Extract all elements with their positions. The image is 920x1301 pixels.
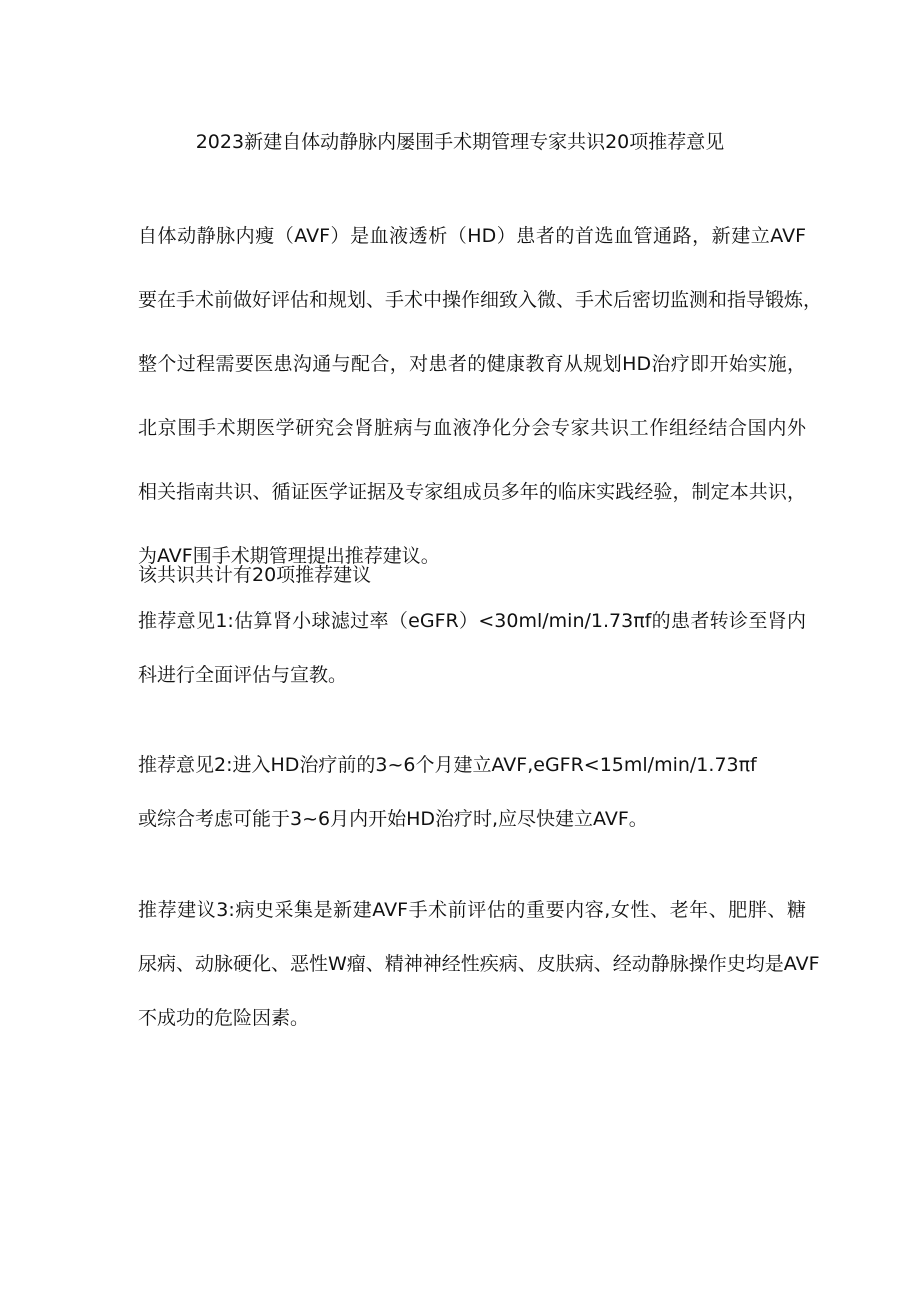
recommendation-line: 尿病、动脉硬化、恶性W瘤、精神神经性疾病、皮肤病、经动静脉操作史均是AVF — [138, 953, 820, 975]
intro-line: 要在手术前做好评估和规划、手术中操作细致入微、手术后密切监测和指导锻炼， — [138, 289, 823, 311]
intro-line: 自体动静脉内瘦（AVF）是血液透析（HD）患者的首选血管通路，新建立AVF — [138, 225, 806, 247]
intro-line: 相关指南共识、循证医学证据及专家组成员多年的临床实践经验，制定本共识， — [138, 481, 806, 503]
recommendation-line: 推荐意见1:估算肾小球滤过率（eGFR）<30ml∕min∕1.73πf的患者转诊至肾内 — [138, 610, 806, 632]
recommendation-line: 或综合考虑可能于3~6月内开始HD治疗时,应尽快建立AVF。 — [138, 808, 648, 830]
recommendation-2 — [138, 751, 806, 833]
recommendation-line: 不成功的危险因素。 — [138, 1007, 310, 1029]
summary-line: 该共识共计有20项推荐建议 — [138, 564, 372, 586]
recommendation-line: 推荐意见2:进入HD治疗前的3~6个月建立AVF,eGFR<15ml∕min∕1.73πf — [138, 754, 757, 776]
intro-paragraph — [138, 222, 823, 570]
document-title: 2023新建自体动静脉内屡围手术期管理专家共识20项推荐意见 — [195, 131, 725, 153]
intro-line: 为AVF围手术期管理提出推荐建议。 — [138, 545, 440, 567]
recommendation-3 — [138, 896, 820, 1032]
recommendation-1 — [138, 607, 806, 689]
recommendation-line: 推荐建议3:病史采集是新建AVF手术前评估的重要内容,女性、老年、肥胖、糖 — [138, 899, 806, 921]
recommendation-line: 科进行全面评估与宣教。 — [138, 664, 348, 686]
summary-paragraph — [138, 561, 806, 589]
intro-line: 北京围手术期医学研究会肾脏病与血液净化分会专家共识工作组经结合国内外 — [138, 417, 806, 439]
intro-line: 整个过程需要医患沟通与配合，对患者的健康教育从规划HD治疗即开始实施， — [138, 353, 806, 375]
